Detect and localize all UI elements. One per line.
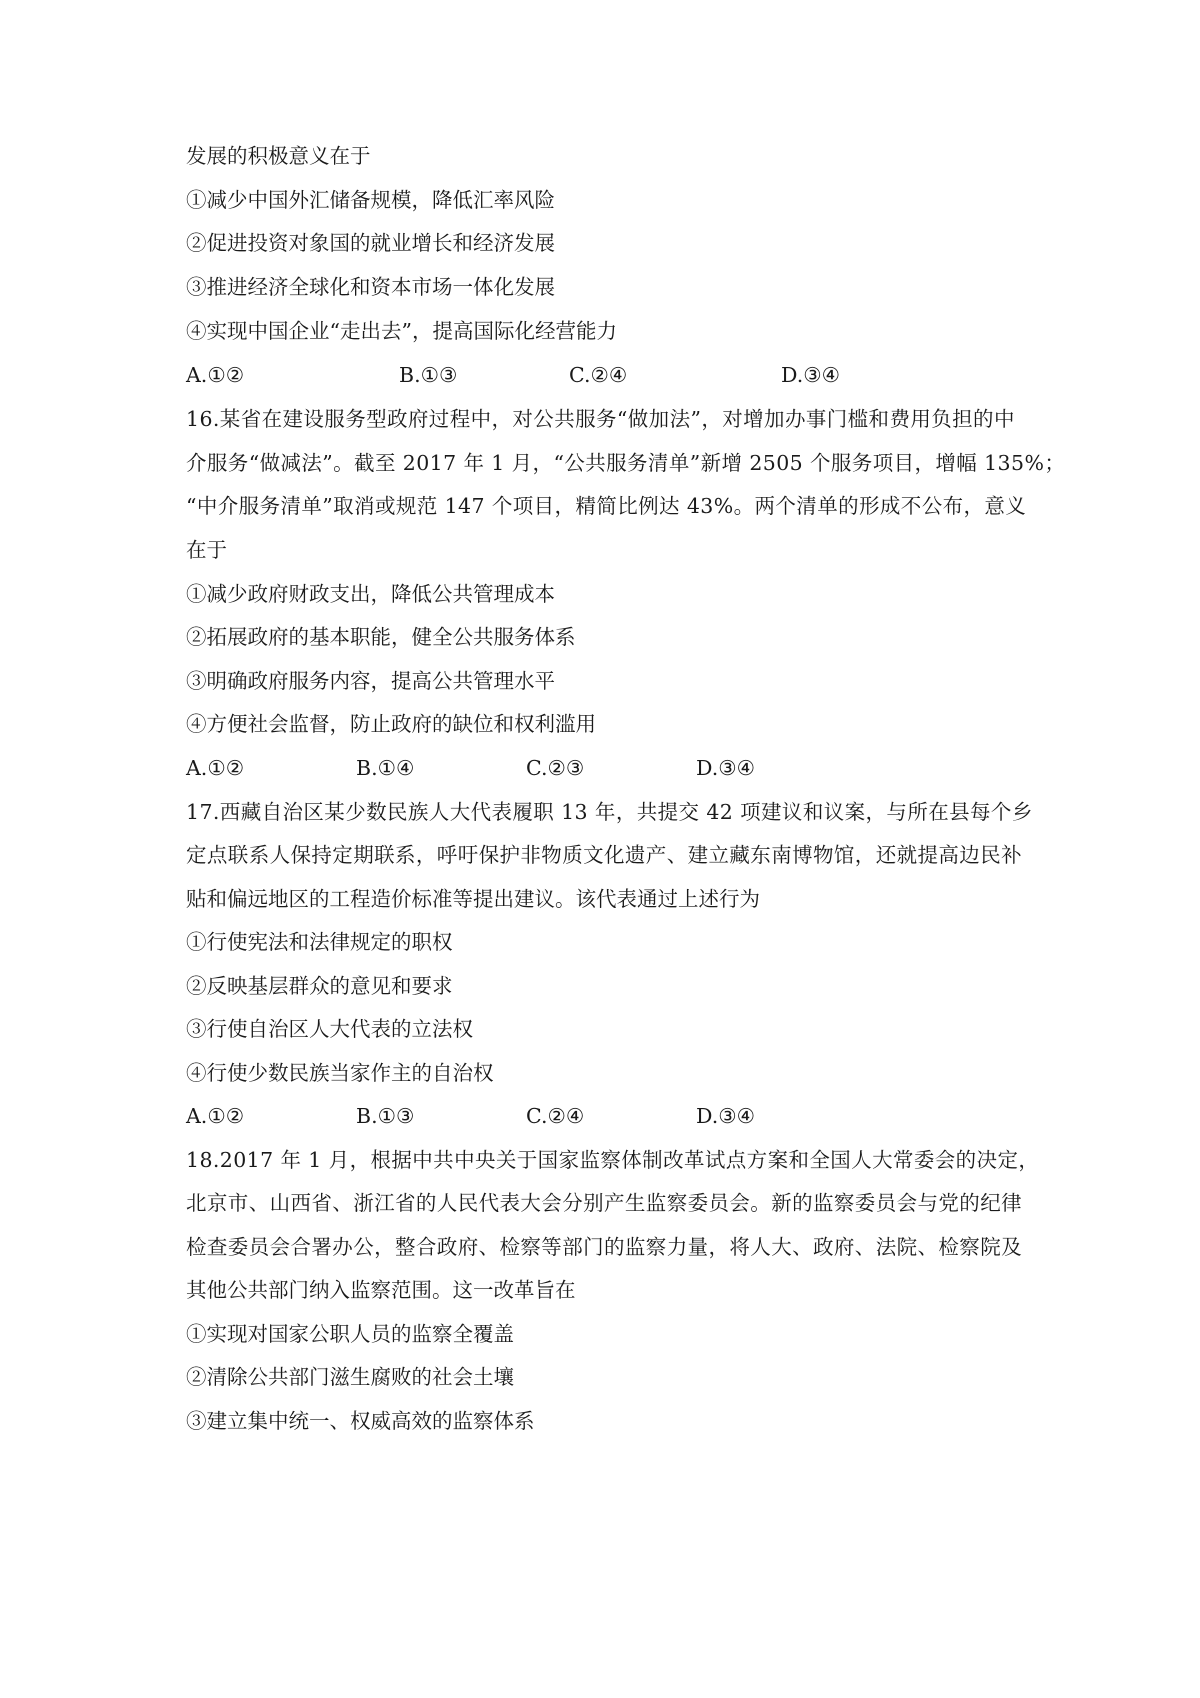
q15-stem-tail: 发展的积极意义在于 bbox=[186, 144, 371, 168]
q15-item-1: ①减少中国外汇储备规模，降低汇率风险 bbox=[186, 188, 555, 212]
q18-stem-line-3: 检查委员会合署办公，整合政府、检察等部门的监察力量，将人大、政府、法院、检察院及 bbox=[186, 1235, 1022, 1259]
q17-item-4: ④行使少数民族当家作主的自治权 bbox=[186, 1061, 494, 1085]
q15-item-3: ③推进经济全球化和资本市场一体化发展 bbox=[186, 275, 555, 299]
q15-option-d: D.③④ bbox=[781, 363, 840, 387]
q15-item-4: ④实现中国企业“走出去”，提高国际化经营能力 bbox=[186, 319, 617, 343]
q17-option-d: D.③④ bbox=[696, 1104, 755, 1128]
q17-stem-line-2: 定点联系人保持定期联系，呼吁保护非物质文化遗产、建立藏东南博物馆，还就提高边民补 bbox=[186, 843, 1022, 867]
q18-stem-line-4: 其他公共部门纳入监察范围。这一改革旨在 bbox=[186, 1278, 576, 1302]
q16-stem-line-1: 16.某省在建设服务型政府过程中，对公共服务“做加法”，对增加办事门槛和费用负担的中 bbox=[186, 407, 1015, 431]
q16-stem-line-2: 介服务“做减法”。截至 2017 年 1 月，“公共服务清单”新增 2505 个服务项目，增幅 135%； bbox=[186, 451, 1066, 475]
q16-stem-line-4: 在于 bbox=[186, 538, 227, 562]
q17-item-2: ②反映基层群众的意见和要求 bbox=[186, 974, 453, 998]
q17-option-a: A.①② bbox=[186, 1104, 245, 1128]
q17-option-c: C.②④ bbox=[526, 1104, 585, 1128]
q15-option-c: C.②④ bbox=[569, 363, 628, 387]
q16-option-a: A.①② bbox=[186, 756, 245, 780]
q16-item-1: ①减少政府财政支出，降低公共管理成本 bbox=[186, 582, 555, 606]
q18-stem-line-1: 18.2017 年 1 月，根据中共中央关于国家监察体制改革试点方案和全国人大常委会的决定， bbox=[186, 1148, 1040, 1172]
q15-item-2: ②促进投资对象国的就业增长和经济发展 bbox=[186, 231, 555, 255]
q16-stem-line-3: “中介服务清单”取消或规范 147 个项目，精简比例达 43%。两个清单的形成不公布，意义 bbox=[186, 494, 1027, 518]
q16-option-c: C.②③ bbox=[526, 756, 585, 780]
q18-stem-line-2: 北京市、山西省、浙江省的人民代表大会分别产生监察委员会。新的监察委员会与党的纪律 bbox=[186, 1191, 1022, 1215]
q18-item-2: ②清除公共部门滋生腐败的社会土壤 bbox=[186, 1365, 514, 1389]
q15-option-a: A.①② bbox=[186, 363, 245, 387]
q15-option-b: B.①③ bbox=[399, 363, 458, 387]
q16-item-4: ④方便社会监督，防止政府的缺位和权利滥用 bbox=[186, 712, 596, 736]
q17-stem-line-3: 贴和偏远地区的工程造价标准等提出建议。该代表通过上述行为 bbox=[186, 887, 760, 911]
q16-option-d: D.③④ bbox=[696, 756, 755, 780]
q17-stem-line-1: 17.西藏自治区某少数民族人大代表履职 13 年，共提交 42 项建议和议案，与所在县每个乡 bbox=[186, 800, 1033, 824]
q16-item-2: ②拓展政府的基本职能，健全公共服务体系 bbox=[186, 625, 576, 649]
q16-option-b: B.①④ bbox=[356, 756, 415, 780]
q18-item-3: ③建立集中统一、权威高效的监察体系 bbox=[186, 1409, 535, 1433]
q16-item-3: ③明确政府服务内容，提高公共管理水平 bbox=[186, 669, 555, 693]
q17-option-b: B.①③ bbox=[356, 1104, 415, 1128]
q17-item-3: ③行使自治区人大代表的立法权 bbox=[186, 1017, 473, 1041]
q18-item-1: ①实现对国家公职人员的监察全覆盖 bbox=[186, 1322, 514, 1346]
q17-item-1: ①行使宪法和法律规定的职权 bbox=[186, 930, 453, 954]
